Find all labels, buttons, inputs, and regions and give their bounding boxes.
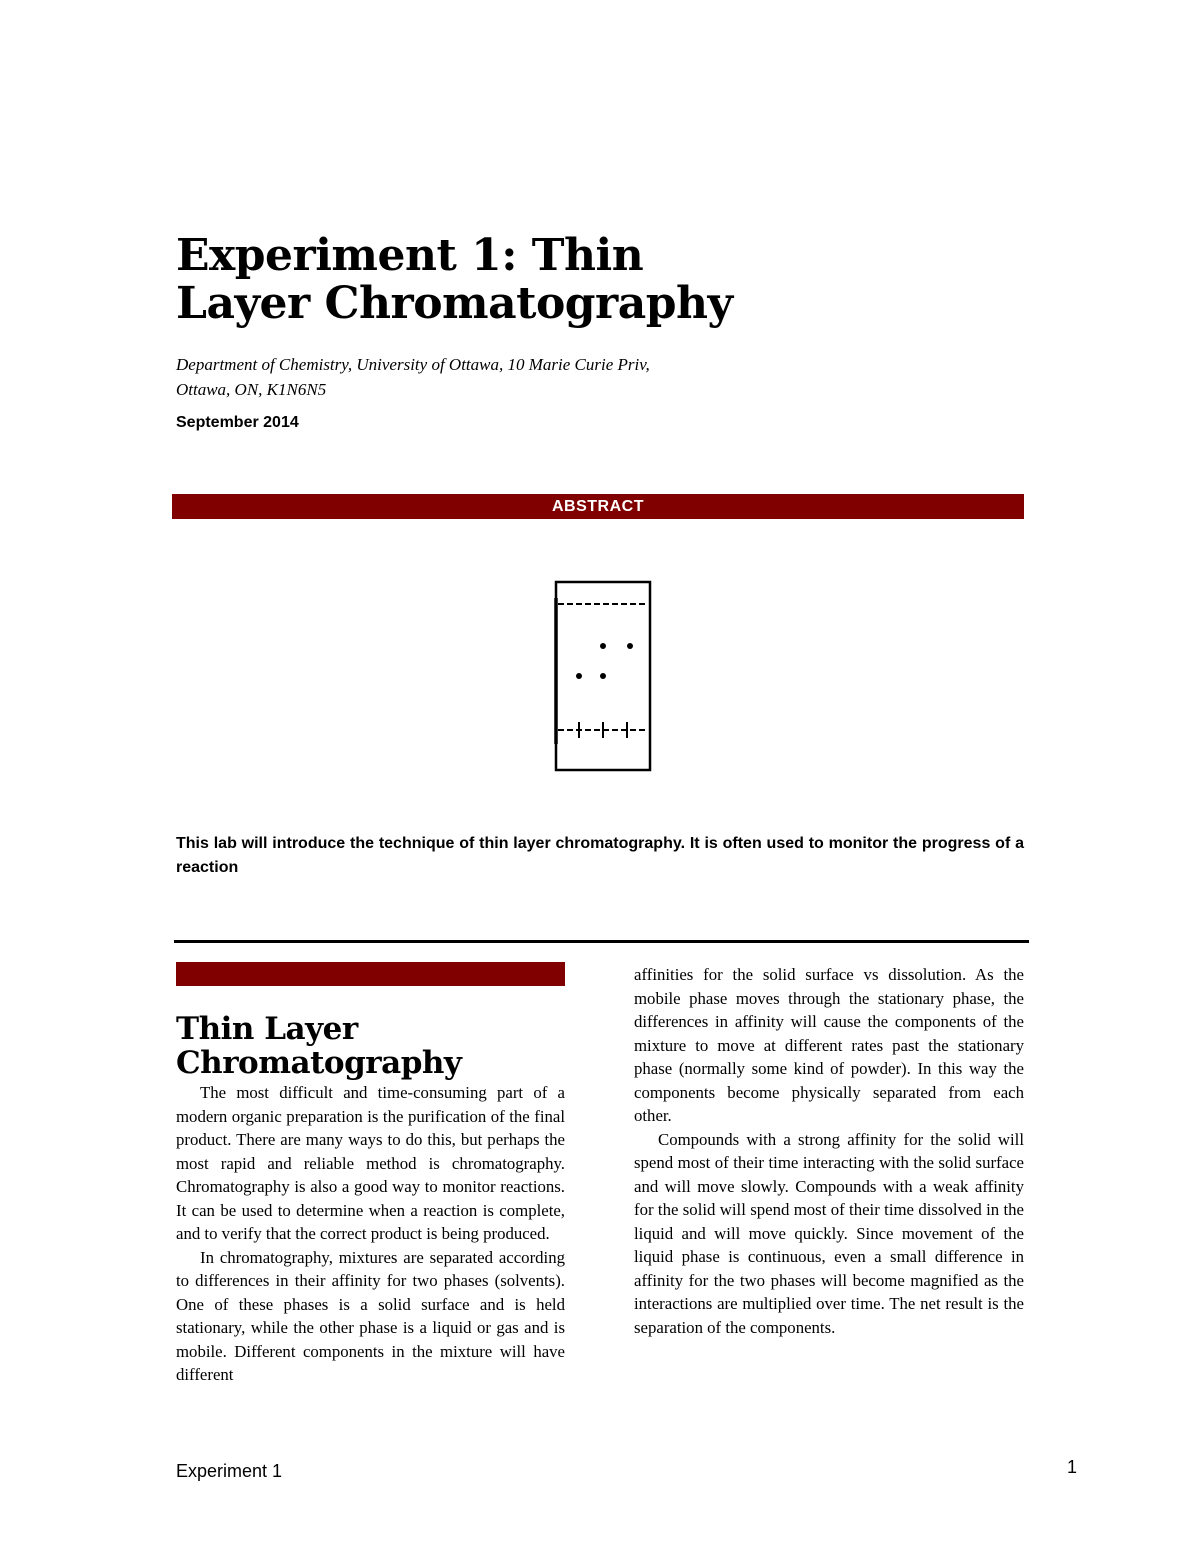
title-line-1: Experiment 1: Thin bbox=[176, 230, 644, 281]
document-title bbox=[176, 232, 876, 328]
tlc-spot-4 bbox=[600, 673, 606, 679]
section-divider bbox=[174, 940, 1029, 943]
body-paragraph: Compounds with a strong affinity for the solid will spend most of their time interacting with the solid surface and will move slowly. Compounds with a weak affinity for the solid will spend most of their time dissolved in the liquid and will move quickly. Since movement of the liquid phase is continuous, even a small difference in affinity for the two phases will become magnified as the interactions are multiplied over time. The net result is the separation of the components. bbox=[634, 1129, 1024, 1337]
left-column bbox=[176, 1081, 565, 1387]
tlc-plate-diagram bbox=[548, 576, 658, 776]
tlc-spot-1 bbox=[600, 643, 606, 649]
body-paragraph: In chromatography, mixtures are separated according to differences in their affinity for two phases (solvents). One of these phases is a solid surface and is held stationary, while the other phase is a liquid or gas and is mobile. Different components in the mixture will have different bbox=[176, 1247, 565, 1384]
abstract-text: This lab will introduce the technique of thin layer chromatography. It is often used to monitor the progress of a reaction bbox=[176, 835, 1024, 876]
section-title bbox=[176, 1012, 566, 1080]
right-column bbox=[634, 963, 1024, 1339]
abstract-heading: ABSTRACT bbox=[172, 494, 1024, 519]
affiliation bbox=[176, 352, 876, 402]
footer-label: Experiment 1 bbox=[176, 1461, 283, 1481]
tlc-spot-2 bbox=[627, 643, 633, 649]
title-line-2: Layer Chromatography bbox=[176, 278, 733, 329]
body-paragraph: The most difficult and time-consuming part of a modern organic preparation is the purification of the final product. There are many ways to do this, but perhaps the most rapid and reliable method is chromatography. Chromatography is also a good way to monitor reactions. It can be used to determine when a reaction is complete, and to verify that the correct product is being produced. bbox=[176, 1083, 565, 1243]
section-title-line-1: Thin Layer bbox=[176, 1011, 358, 1047]
affiliation-line-1: Department of Chemistry, University of Ottawa, 10 Marie Curie Priv, bbox=[176, 355, 650, 374]
document-date: September 2014 bbox=[176, 414, 299, 431]
tlc-spot-3 bbox=[576, 673, 582, 679]
section-heading-bar bbox=[176, 962, 565, 986]
section-title-line-2: Chromatography bbox=[176, 1045, 462, 1081]
page-number: 1 bbox=[1067, 1457, 1078, 1477]
body-paragraph-continued: affinities for the solid surface vs dissolution. As the mobile phase moves through the stationary phase, the differences in affinity will cause the components of the mixture to move at different rates past the stationary phase (normally some kind of powder). In this way the components become physically separated from each other. bbox=[634, 965, 1024, 1125]
affiliation-line-2: Ottawa, ON, K1N6N5 bbox=[176, 380, 327, 399]
